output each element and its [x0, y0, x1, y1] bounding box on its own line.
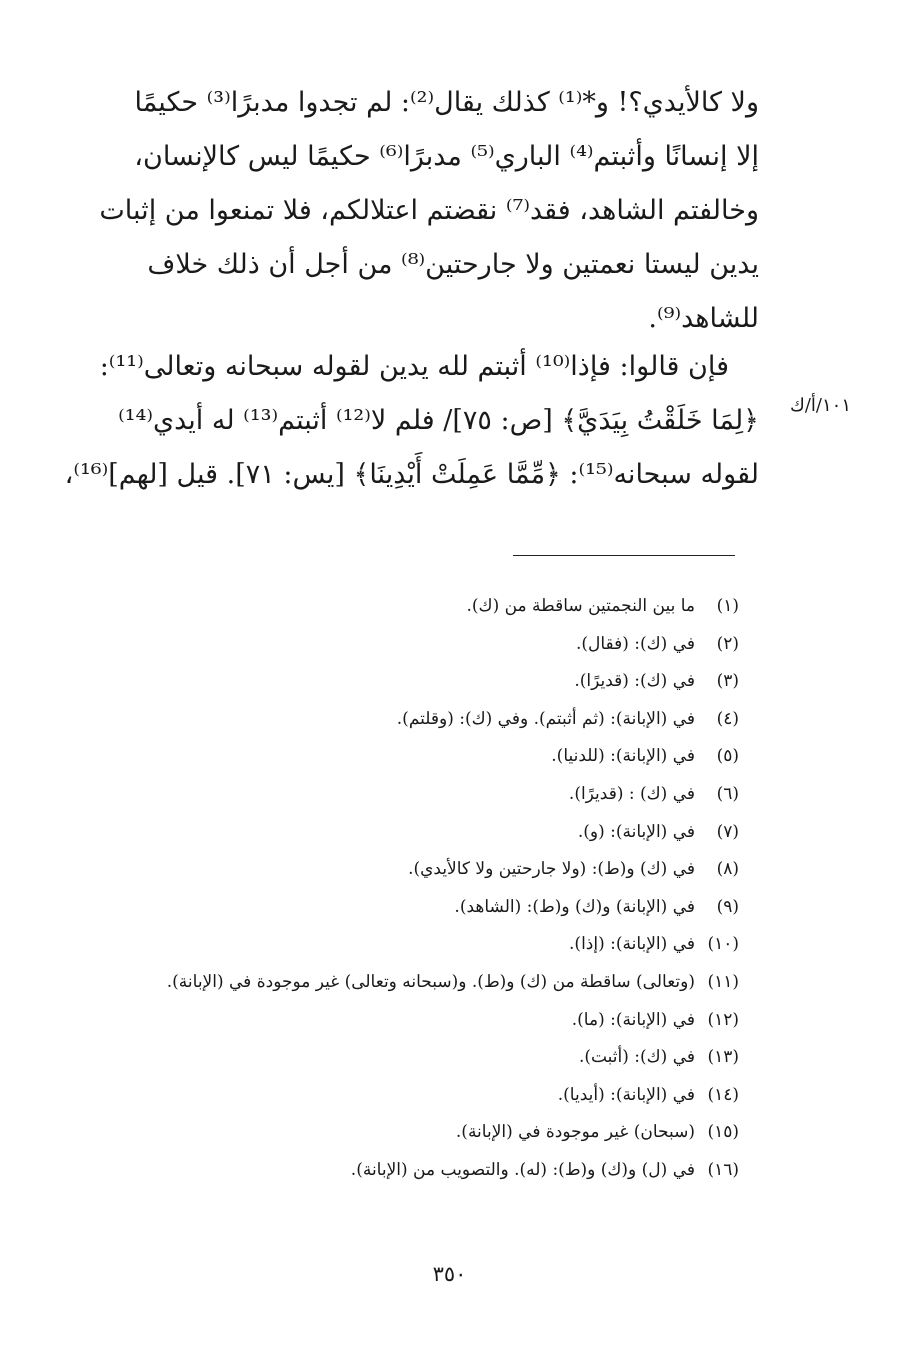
footnote-text: (سبحان) غير موجودة في (الإبانة).	[455, 1122, 695, 1143]
footnote-number: (١٦)	[707, 1159, 739, 1180]
body-line: لقوله سبحانه⁽¹⁵⁾: ﴿مِّمَّا عَمِلَتْ أَيْدِينَا﴾ [يس: ٧١]. قيل [لهم]⁽¹⁶⁾،	[64, 459, 759, 490]
footnote-separator	[513, 555, 735, 556]
footnote-item	[39, 738, 739, 776]
footnote-item	[39, 926, 739, 964]
body-paragraph-2	[64, 340, 759, 502]
footnote-number: (٥)	[716, 746, 739, 767]
body-line: يدين ليستا نعمتين ولا جارحتين⁽⁸⁾ من أجل أن ذلك خلاف	[147, 249, 759, 280]
footnote-text: في (ك): (قديرًا).	[574, 671, 695, 692]
footnote-number: (١٤)	[707, 1084, 739, 1105]
footnote-text: في (الإبانة): (للدنيا).	[551, 746, 695, 767]
footnote-number: (٩)	[716, 896, 739, 917]
footnote-item	[39, 1002, 739, 1040]
footnote-text: في (الإبانة): (ثم أثبتم). وفي (ك): (وقلتم).	[396, 708, 695, 729]
footnote-number: (٣)	[716, 671, 739, 692]
footnote-number: (٢)	[716, 633, 739, 654]
footnote-text: في (ك): (أثبت).	[578, 1047, 695, 1068]
footnote-text: في (الإبانة): (و).	[577, 821, 695, 842]
footnote-number: (٨)	[716, 859, 739, 880]
footnote-text: في (ك) و(ط): (ولا جارحتين ولا كالأيدي).	[408, 859, 695, 880]
footnote-item	[39, 1114, 739, 1152]
footnote-item	[39, 889, 739, 927]
footnote-item	[39, 964, 739, 1002]
footnote-number: (١٢)	[707, 1009, 739, 1030]
footnote-item	[39, 1039, 739, 1077]
page-number: ٣٥٠	[432, 1262, 467, 1286]
footnote-text: في (الإبانة) و(ك) و(ط): (الشاهد).	[454, 896, 695, 917]
footnote-item	[39, 851, 739, 889]
footnote-item	[39, 1077, 739, 1115]
body-line: للشاهد⁽⁹⁾.	[648, 303, 759, 334]
footnote-text: في (ك): (فقال).	[575, 633, 695, 654]
footnote-item	[39, 663, 739, 701]
footnotes-list	[39, 588, 739, 1190]
footnote-item	[39, 626, 739, 664]
body-paragraph-1	[79, 76, 759, 346]
footnote-number: (٧)	[716, 821, 739, 842]
footnote-item	[39, 1152, 739, 1190]
footnote-text: في (ك) : (قديرًا).	[568, 783, 695, 804]
footnote-text: (وتعالى) ساقطة من (ك) و(ط). و(سبحانه وتعالى) غير موجودة في (الإبانة).	[166, 971, 695, 992]
footnote-text: ما بين النجمتين ساقطة من (ك).	[466, 596, 695, 616]
margin-folio-note: ١٠١/أ/ك	[790, 395, 851, 416]
footnote-item	[39, 814, 739, 852]
body-line: فإن قالوا: فإذا⁽¹⁰⁾ أثبتم لله يدين لقوله سبحانه وتعالى⁽¹¹⁾:	[99, 351, 729, 382]
footnote-text: في (ل) و(ك) و(ط): (له). والتصويب من (الإبانة).	[350, 1159, 695, 1180]
footnote-number: (١٣)	[707, 1047, 739, 1068]
footnote-item	[39, 776, 739, 814]
body-line: ولا كالأيدي؟! و*⁽¹⁾ كذلك يقال⁽²⁾: لم تجدوا مدبرًا⁽³⁾ حكيمًا	[134, 87, 759, 118]
footnote-number: (١٠)	[707, 934, 739, 955]
body-line: ﴿لِمَا خَلَقْتُ بِيَدَيَّ﴾ [ص: ٧٥]/ فلم لا⁽¹²⁾ أثبتم⁽¹³⁾ له أيدي⁽¹⁴⁾	[118, 405, 759, 436]
footnote-number: (٦)	[716, 783, 739, 804]
footnote-text: في (الإبانة): (أيديا).	[557, 1084, 695, 1105]
body-line: وخالفتم الشاهد، فقد⁽⁷⁾ نقضتم اعتلالكم، فلا تمنعوا من إثبات	[99, 195, 759, 226]
footnote-item	[39, 588, 739, 626]
footnote-item	[39, 701, 739, 739]
footnote-number: (١٥)	[707, 1122, 739, 1143]
footnote-text: في (الإبانة): (ما).	[571, 1009, 695, 1030]
footnote-number: (١١)	[707, 971, 739, 992]
body-line: إلا إنسانًا وأثبتم⁽⁴⁾ الباري⁽⁵⁾ مدبرًا⁽⁶⁾ حكيمًا ليس كالإنسان،	[134, 141, 759, 172]
footnote-number: (٤)	[716, 708, 739, 729]
footnote-text: في (الإبانة): (إذا).	[569, 934, 695, 955]
footnote-number: (١)	[716, 596, 739, 616]
